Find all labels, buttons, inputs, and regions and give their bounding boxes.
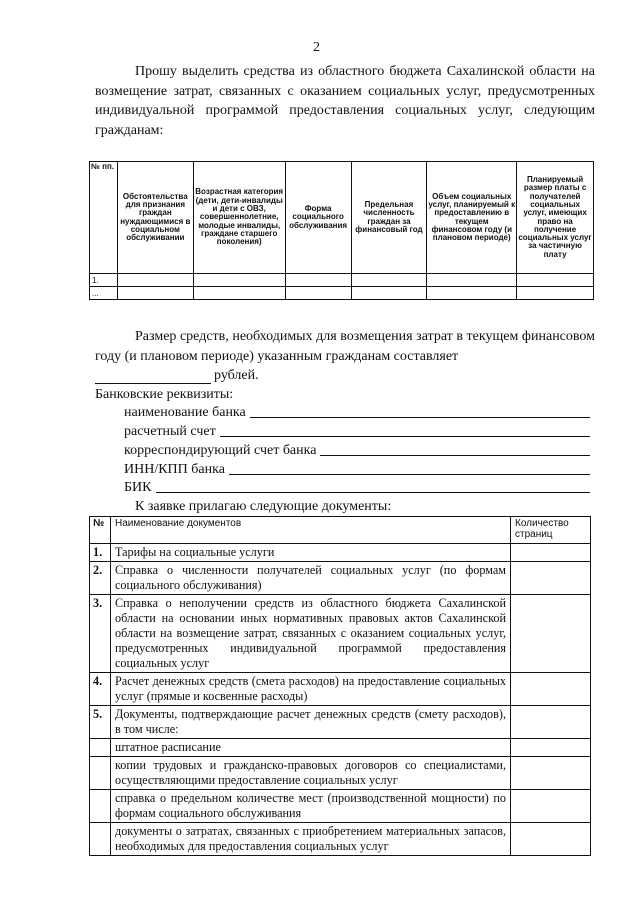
- amount-suffix: рублей.: [214, 368, 259, 383]
- row-number: ...: [90, 287, 118, 300]
- header-doc-name: Наименование документов: [111, 517, 511, 544]
- doc-count: [511, 790, 591, 823]
- table-row: [90, 595, 591, 673]
- doc-name: Документы, подтверждающие расчет денежных средств (смету расходов), в том числе:: [111, 706, 511, 739]
- header-doc-count: Количество страниц: [511, 517, 591, 544]
- doc-name: Тарифы на социальные услуги: [111, 544, 511, 562]
- intro-rest: области на возмещение затрат, связанных с оказанием социальных услуг, предусмотренных индивидуальной программой предоставления социальных услуг, следующим гражданам:: [95, 64, 596, 138]
- header-circumstances: Обстоятельства для признания граждан нуждающимися в социальном обслуживании: [117, 162, 193, 274]
- doc-number: 3.: [90, 595, 111, 673]
- header-doc-number: №: [90, 517, 111, 544]
- doc-number: [90, 823, 111, 856]
- table-row: [90, 757, 591, 790]
- header-service-volume: Объем социальных услуг, планируемый к предоставлению в текущем финансовом году (и плановом периоде): [427, 162, 517, 274]
- doc-name: справка о предельном количестве мест (производственной мощности) по формам социального обслуживания: [111, 790, 511, 823]
- amount-blank: [95, 366, 211, 384]
- table-row: [90, 823, 591, 856]
- doc-count: [511, 823, 591, 856]
- doc-name: копии трудовых и гражданско-правовых договоров со специалистами, осуществляющими предоставление социальных услуг: [111, 757, 511, 790]
- documents-table-header: [90, 517, 591, 544]
- header-planned-fee: Планируемый размер платы с получателей социальных услуг, имеющих право на получение социальных услуг за частичную плату: [517, 162, 594, 274]
- bank-name-field: наименование банка: [124, 404, 590, 422]
- doc-count: [511, 706, 591, 739]
- table-row: [90, 706, 591, 739]
- doc-number: 5.: [90, 706, 111, 739]
- documents-table: [89, 516, 591, 856]
- doc-number: 4.: [90, 673, 111, 706]
- doc-count: [511, 562, 591, 595]
- amount-paragraph: [95, 327, 595, 366]
- header-service-form: Форма социального обслуживания: [285, 162, 351, 274]
- row-number: 1.: [90, 274, 118, 287]
- intro-lead: Прошу выделить средства из областного бюджета Сахалинской: [135, 64, 525, 79]
- doc-number: [90, 757, 111, 790]
- doc-name: Справка о численности получателей социальных услуг (по формам социального обслуживания): [111, 562, 511, 595]
- amount-rest: финансовом году (и плановом периоде) указанным гражданам составляет: [95, 329, 596, 364]
- doc-count: [511, 673, 591, 706]
- table-row: [90, 673, 591, 706]
- account-field: расчетный счет: [124, 423, 590, 441]
- table-row: [90, 274, 594, 287]
- bank-title: Банковские реквизиты:: [95, 387, 234, 402]
- page-number: 2: [313, 40, 320, 55]
- doc-number: 1.: [90, 544, 111, 562]
- doc-count: [511, 739, 591, 757]
- doc-name: штатное расписание: [111, 739, 511, 757]
- attachments-intro: К заявке прилагаю следующие документы:: [135, 499, 392, 514]
- citizens-table-header: [90, 162, 594, 274]
- intro-paragraph: [95, 62, 595, 140]
- inn-kpp-field: ИНН/КПП банка: [124, 461, 590, 479]
- table-row: [90, 562, 591, 595]
- doc-count: [511, 757, 591, 790]
- table-row: [90, 790, 591, 823]
- doc-name: документы о затратах, связанных с приобретением материальных запасов, необходимых для предоставления социальных услуг: [111, 823, 511, 856]
- doc-name: Справка о неполучении средств из областного бюджета Сахалинской области на основании иных нормативных правовых актов Сахалинской области на возмещение затрат, связанных с оказанием социальных услуг, предусмотренных индивидуальной программой предоставления социальных услуг: [111, 595, 511, 673]
- table-row: [90, 544, 591, 562]
- doc-count: [511, 595, 591, 673]
- table-row: [90, 739, 591, 757]
- bik-field: БИК: [124, 479, 590, 497]
- doc-count: [511, 544, 591, 562]
- doc-number: [90, 739, 111, 757]
- citizens-table: [89, 161, 594, 300]
- header-max-number: Предельная численность граждан за финансовый год: [351, 162, 427, 274]
- doc-name: Расчет денежных средств (смета расходов) на предоставление социальных услуг (прямые и косвенные расходы): [111, 673, 511, 706]
- amount-lead: Размер средств, необходимых для возмещения затрат в текущем: [135, 329, 519, 344]
- doc-number: [90, 790, 111, 823]
- header-number: № пп.: [90, 162, 118, 274]
- doc-number: 2.: [90, 562, 111, 595]
- header-age-category: Возрастная категория (дети, дети-инвалиды и дети с ОВЗ, совершеннолетние, молодые инвалиды, граждане старшего поколения): [193, 162, 285, 274]
- corr-account-field: корреспондирующий счет банка: [124, 442, 590, 460]
- table-row: [90, 287, 594, 300]
